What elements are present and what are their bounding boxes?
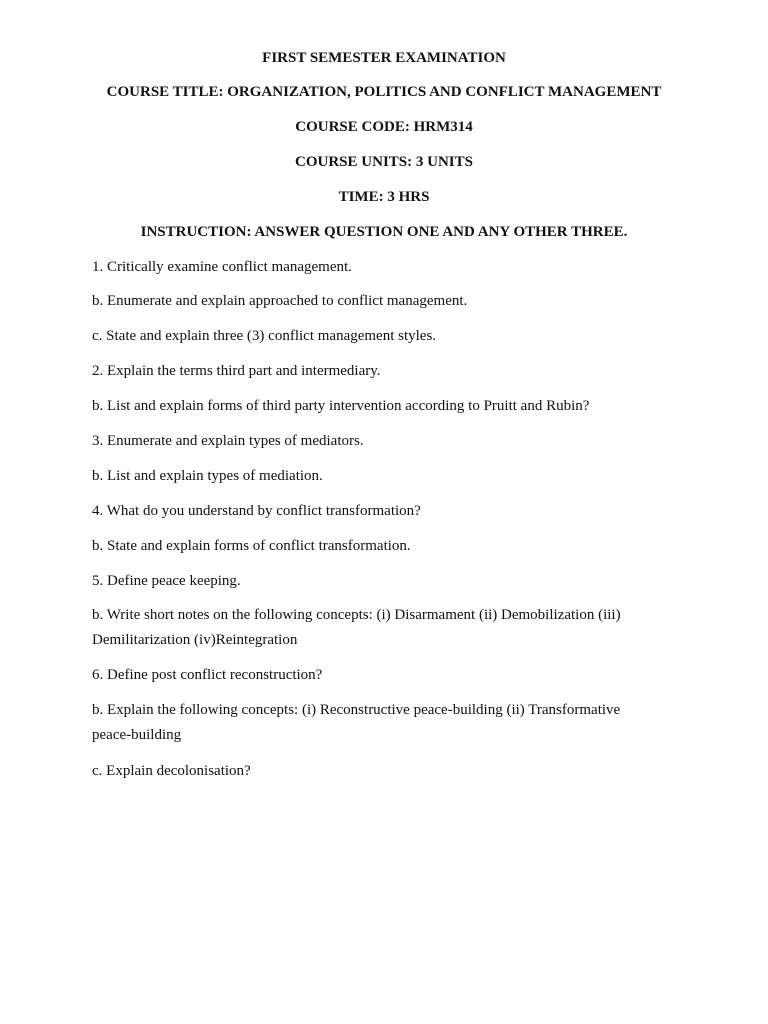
question-2: 2. Explain the terms third part and intermediary. [92,363,381,379]
exam-time: TIME: 3 HRS [338,189,430,205]
question-6b: b. Explain the following concepts: (i) Reconstructive peace-building (ii) Transformative peace-building [92,702,621,743]
course-code: COURSE CODE: HRM314 [295,119,473,135]
question-6c: c. Explain decolonisation? [92,763,251,779]
question-1c: c. State and explain three (3) conflict management styles. [92,328,437,344]
question-3b: b. List and explain types of mediation. [92,468,323,484]
question-5b: b. Write short notes on the following concepts: (i) Disarmament (ii) Demobilization (iii) Demilitarization (iv)Reintegration [92,607,621,648]
question-1b: b. Enumerate and explain approached to conflict management. [92,293,468,309]
question-3: 3. Enumerate and explain types of mediators. [92,433,364,449]
question-5: 5. Define peace keeping. [92,573,241,589]
exam-title: FIRST SEMESTER EXAMINATION [262,50,506,66]
question-4: 4. What do you understand by conflict transformation? [92,503,421,519]
course-title: COURSE TITLE: ORGANIZATION, POLITICS AND CONFLICT MANAGEMENT [106,84,662,100]
exam-instruction: INSTRUCTION: ANSWER QUESTION ONE AND ANY OTHER THREE. [140,224,628,240]
question-6: 6. Define post conflict reconstruction? [92,667,323,683]
course-units: COURSE UNITS: 3 UNITS [295,154,473,170]
question-4b: b. State and explain forms of conflict transformation. [92,538,411,554]
question-2b: b. List and explain forms of third party intervention according to Pruitt and Rubin? [92,398,590,414]
question-1: 1. Critically examine conflict management. [92,259,352,275]
